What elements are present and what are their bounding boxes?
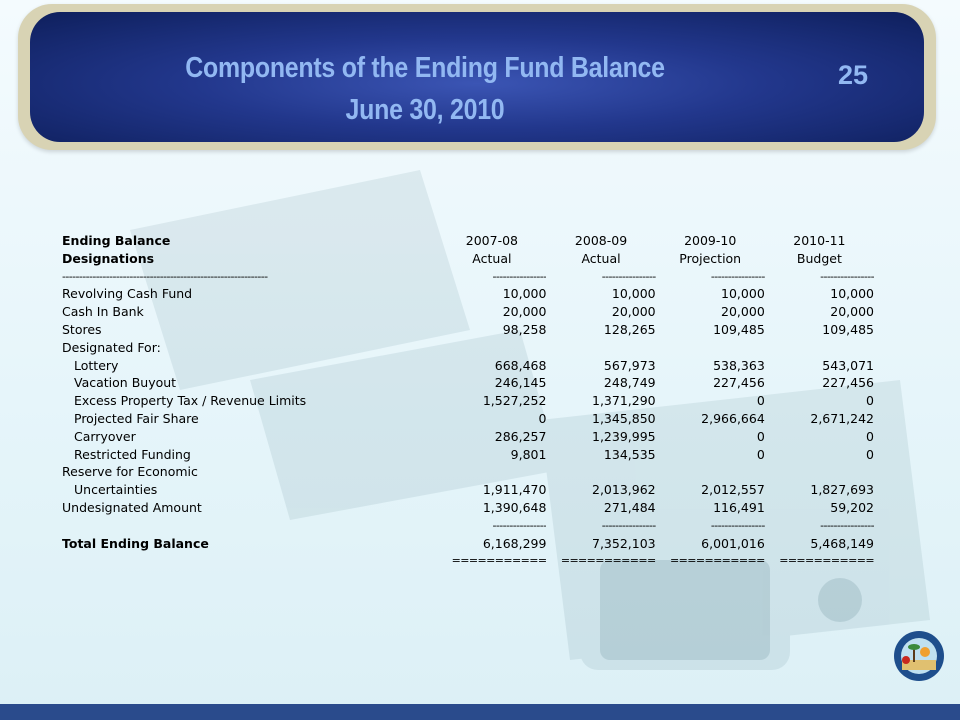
table-row: [62, 339, 874, 357]
row-value: 98,258: [502, 321, 547, 337]
column-type-actual-2: Actual: [581, 250, 621, 266]
row-label: Reserve for Economic: [62, 464, 198, 480]
column-separator: ----------------: [601, 518, 656, 532]
double-underline: ===========: [451, 554, 547, 568]
row-label: Vacation Buyout: [74, 375, 177, 391]
double-underline: ===========: [669, 554, 765, 568]
header-label-ending-balance: Ending Balance: [62, 233, 171, 248]
row-value: 109,485: [822, 321, 874, 337]
encinitas-union-school-district-logo: [893, 630, 945, 682]
row-value: 2,966,664: [701, 410, 765, 426]
row-value: 1,390,648: [482, 499, 547, 515]
column-type-actual-1: Actual: [472, 250, 512, 266]
ending-fund-balance-table: [62, 232, 874, 570]
row-value: 1,527,252: [482, 393, 547, 409]
column-separator: ----------------: [601, 269, 656, 283]
table-row: [62, 410, 874, 428]
column-separator: ----------------: [710, 269, 765, 283]
row-value: 227,456: [713, 375, 765, 391]
header-row-2: [62, 250, 874, 268]
row-value: [546, 339, 655, 357]
column-type-budget: Budget: [796, 250, 842, 266]
row-value: 0: [866, 446, 874, 462]
column-separator: ----------------: [710, 518, 765, 532]
footer-bar: [0, 704, 960, 720]
row-value: [765, 339, 874, 357]
total-label: Total Ending Balance: [62, 535, 209, 551]
row-value: 1,827,693: [810, 482, 874, 498]
row-value: 2,013,962: [592, 482, 656, 498]
empty-cell: [62, 517, 437, 535]
column-separator: ----------------: [492, 518, 547, 532]
row-value: 668,468: [494, 357, 547, 373]
total-separator-row: [62, 517, 874, 535]
row-value: 116,491: [713, 499, 765, 515]
header-separator-row: [62, 268, 874, 286]
row-label: Designated For:: [62, 339, 161, 355]
row-value: 246,145: [494, 375, 547, 391]
column-separator: ----------------: [820, 518, 874, 532]
total-row: [62, 535, 874, 553]
title-banner: [30, 12, 924, 142]
row-label: Restricted Funding: [74, 446, 191, 462]
row-value: 1,371,290: [592, 393, 656, 409]
row-value: 10,000: [502, 286, 547, 302]
row-value: 0: [756, 393, 765, 409]
slide-number: 25: [838, 60, 869, 90]
slide-title: Components of the Ending Fund Balance: [185, 52, 665, 84]
table-row: [62, 374, 874, 392]
label-separator: -------------------------------------------------------------: [62, 269, 268, 283]
row-value: 20,000: [830, 304, 874, 320]
column-separator: ----------------: [492, 269, 547, 283]
row-value: 10,000: [721, 286, 765, 302]
double-underline: ===========: [779, 554, 874, 568]
table-row: [62, 481, 874, 499]
row-value: [546, 463, 655, 481]
row-value: 1,911,470: [482, 482, 547, 498]
row-label: Uncertainties: [74, 482, 158, 498]
table-row: [62, 357, 874, 375]
row-value: 0: [756, 446, 765, 462]
column-year-2009-10: 2009-10: [684, 233, 737, 248]
table-row: [62, 428, 874, 446]
row-value: 59,202: [830, 499, 874, 515]
row-value: 20,000: [611, 304, 656, 320]
table-row: [62, 321, 874, 339]
row-value: 20,000: [721, 304, 765, 320]
header-row-1: [62, 232, 874, 250]
row-value: 1,345,850: [592, 410, 656, 426]
row-label: Stores: [62, 321, 102, 337]
row-label: Excess Property Tax / Revenue Limits: [74, 393, 307, 409]
row-value: [437, 339, 546, 357]
row-value: 248,749: [603, 375, 656, 391]
slide-subtitle-date: June 30, 2010: [345, 94, 505, 126]
row-value: 286,257: [494, 428, 547, 444]
row-value: 0: [538, 410, 547, 426]
row-label: Undesignated Amount: [62, 499, 202, 515]
column-year-2007-08: 2007-08: [465, 233, 518, 248]
row-value: 20,000: [502, 304, 547, 320]
row-value: 2,012,557: [701, 482, 765, 498]
row-value: 1,239,995: [592, 428, 656, 444]
row-value: [656, 339, 765, 357]
total-value: 6,168,299: [482, 535, 547, 551]
row-value: [765, 463, 874, 481]
row-value: 567,973: [603, 357, 656, 373]
table-row: [62, 446, 874, 464]
row-label: Lottery: [74, 357, 119, 373]
double-underline: ===========: [560, 554, 656, 568]
table-row: [62, 285, 874, 303]
row-value: 0: [866, 393, 874, 409]
row-label: Cash In Bank: [62, 304, 144, 320]
row-label: Carryover: [74, 428, 136, 444]
row-value: [437, 463, 546, 481]
row-value: 538,363: [713, 357, 765, 373]
row-value: 9,801: [510, 446, 547, 462]
row-value: 0: [756, 428, 765, 444]
total-underline-row: [62, 552, 874, 570]
table-row: [62, 499, 874, 517]
table-row: [62, 392, 874, 410]
column-year-2008-09: 2008-09: [574, 233, 628, 248]
total-value: 5,468,149: [810, 535, 874, 551]
row-value: 10,000: [830, 286, 874, 302]
row-value: 2,671,242: [810, 410, 874, 426]
row-value: 128,265: [603, 321, 656, 337]
row-value: 109,485: [713, 321, 765, 337]
total-value: 6,001,016: [701, 535, 765, 551]
row-value: 10,000: [611, 286, 656, 302]
row-label: Projected Fair Share: [74, 410, 199, 426]
row-value: [656, 463, 765, 481]
total-value: 7,352,103: [592, 535, 656, 551]
header-label-designations: Designations: [62, 250, 155, 266]
row-value: 134,535: [603, 446, 656, 462]
row-value: 271,484: [603, 499, 656, 515]
row-label: Revolving Cash Fund: [62, 286, 193, 302]
row-value: 227,456: [822, 375, 874, 391]
empty-cell: [62, 552, 437, 570]
column-separator: ----------------: [820, 269, 874, 283]
row-value: 543,071: [822, 357, 874, 373]
column-year-2010-11: 2010-11: [793, 233, 846, 248]
table-row: [62, 463, 874, 481]
column-type-projection: Projection: [679, 250, 742, 266]
table-row: [62, 303, 874, 321]
row-value: 0: [866, 428, 874, 444]
